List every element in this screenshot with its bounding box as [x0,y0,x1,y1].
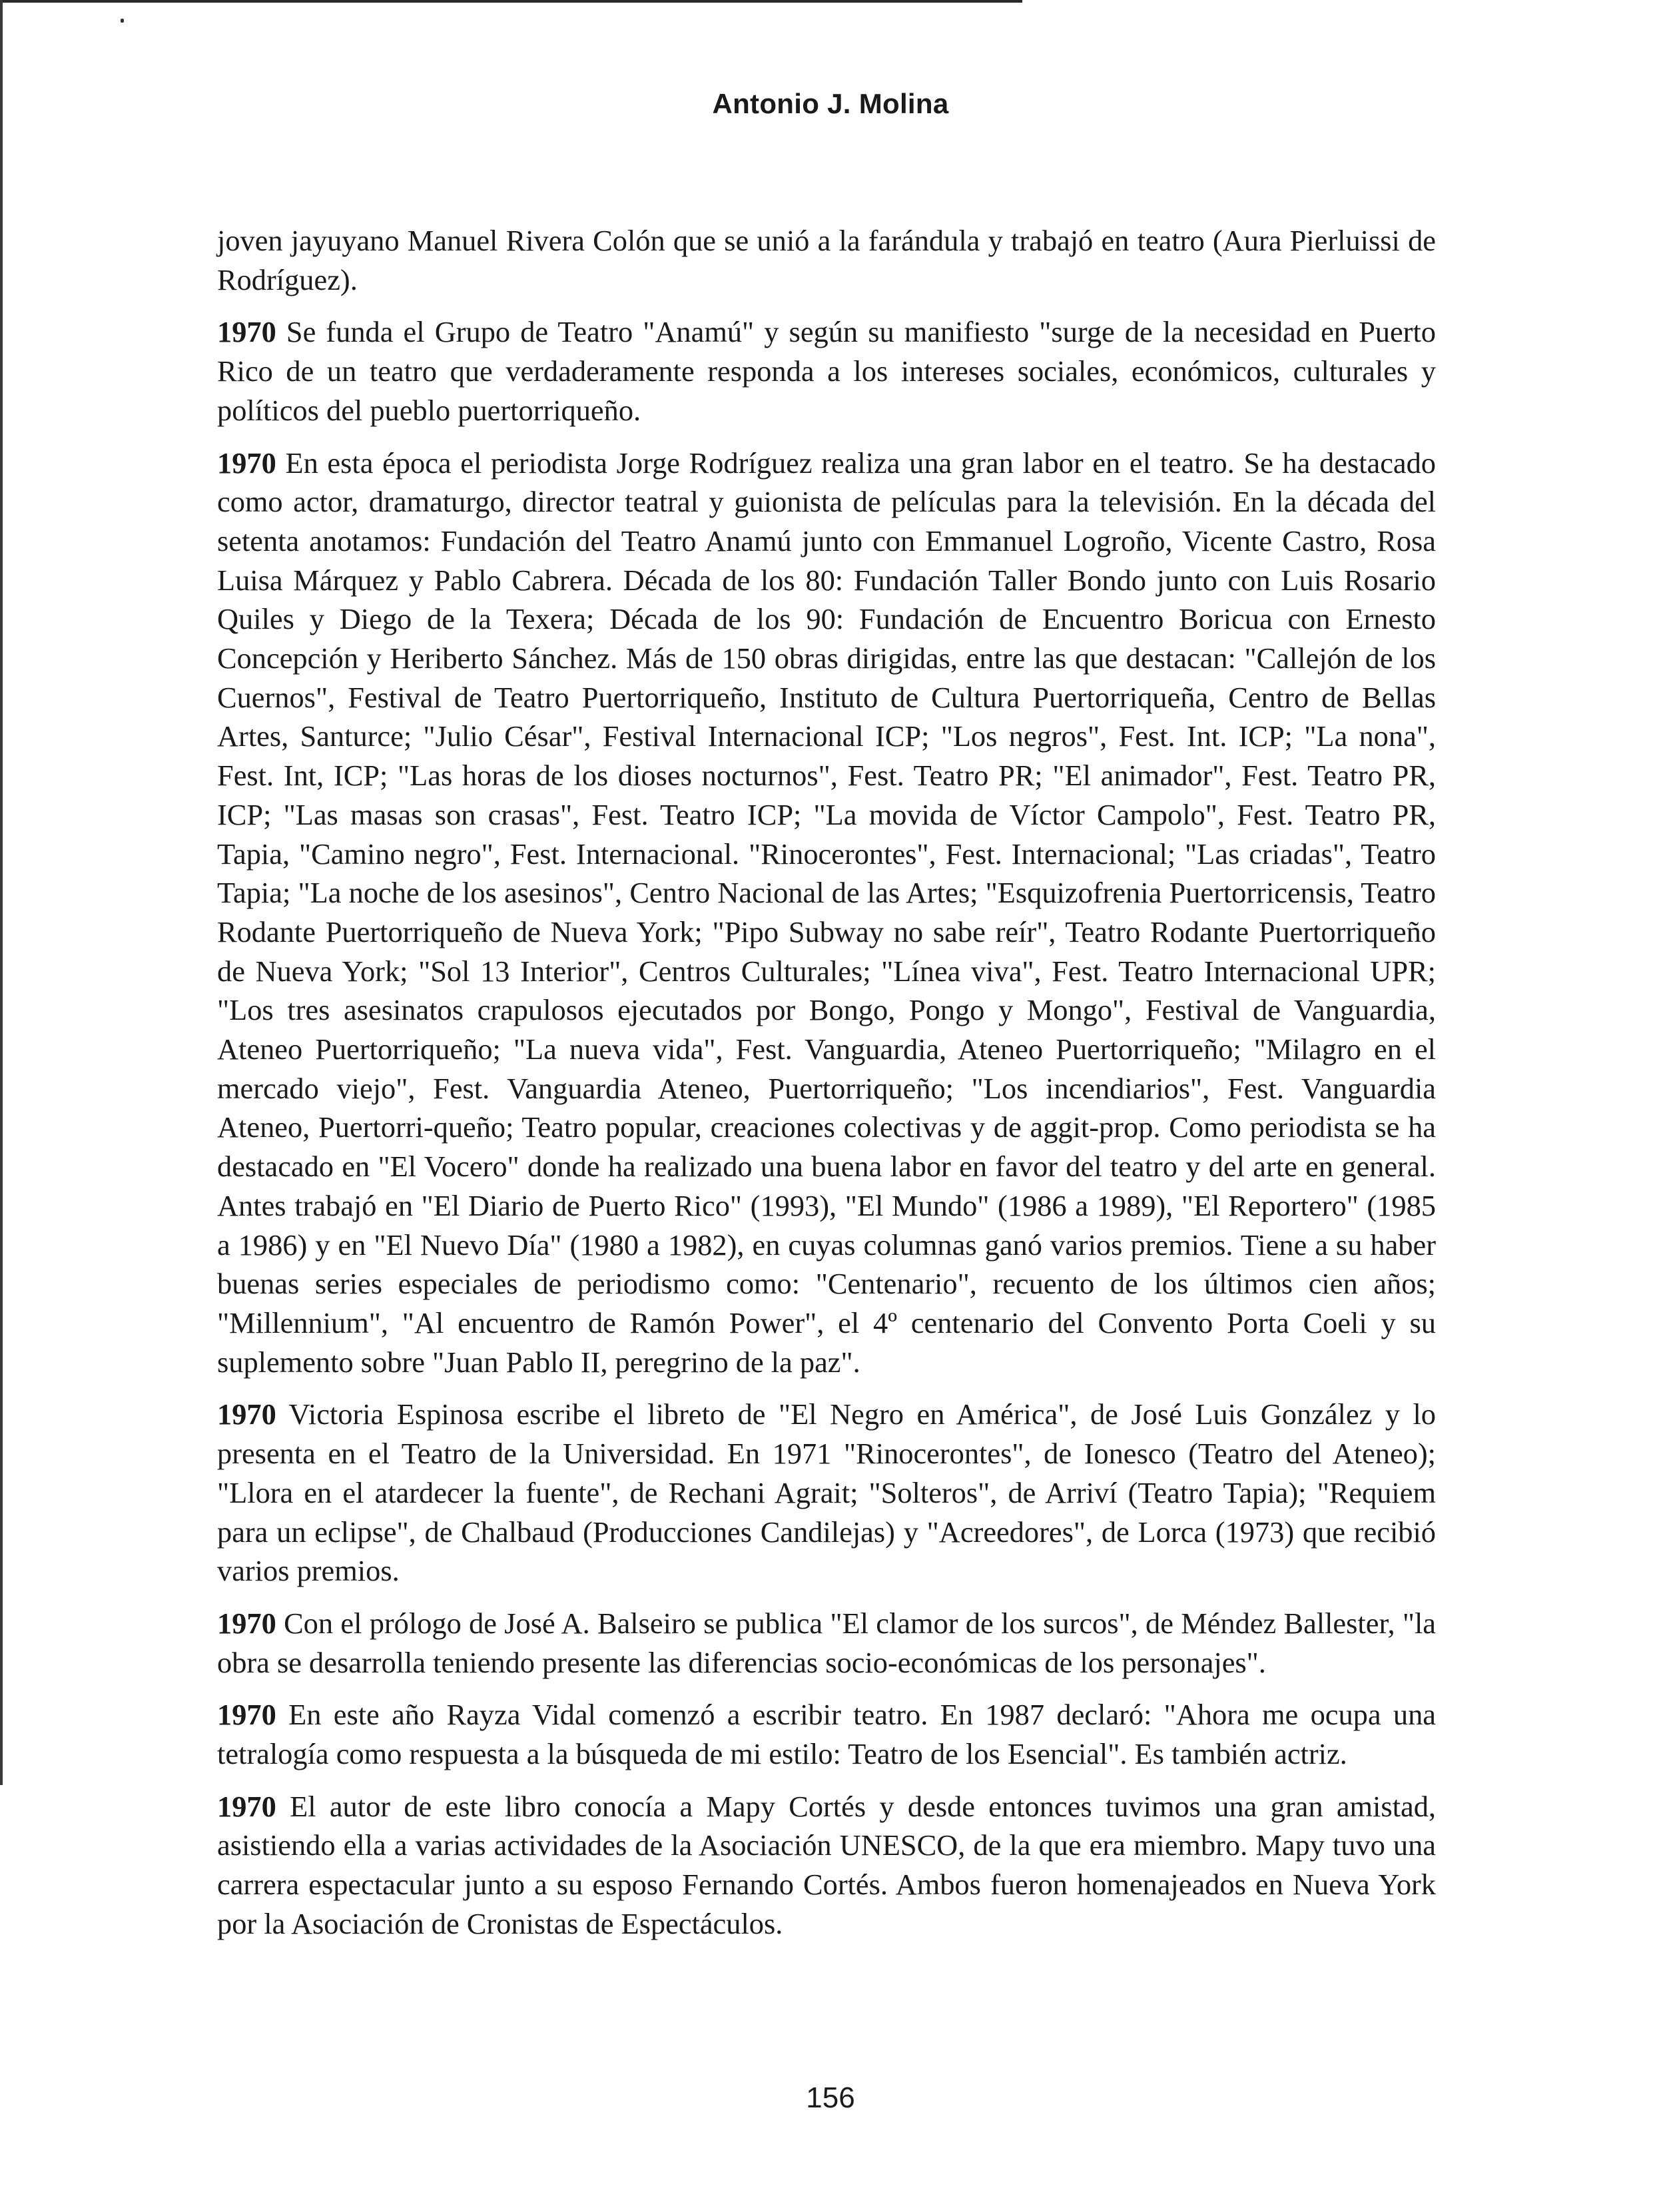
paragraph-text: Victoria Espinosa escribe el libreto de "El Negro en América", de José Luis González y lo presenta en el Teatro de la Universidad. En 1971 "Rinocerontes", de Ionesco (Teatro del Ateneo); "Llora en el atardecer la fuente", de Rechani Agrait; "Solteros", de Arriví (Teatro Tapia); "Requiem para un eclipse", de Chalbaud (Producciones Candilejas) y "Acreedores", de Lorca (1973) que recibió varios premios. [217,1397,1437,1588]
entry-year: 1970 [217,1606,276,1640]
paragraph-entry [217,312,1436,430]
paragraph-text: En esta época el periodista Jorge Rodríguez realiza una gran labor en el teatro. Se ha destacado como actor, dramaturgo, director teatral y guionista de películas para la televisión. En la década del setenta anotamos: Fundación del Teatro Anamú junto con Emmanuel Logroño, Vicente Castro, Rosa Luisa Márquez y Pablo Cabrera. Década de los 80: Fundación Taller Bondo junto con Luis Rosario Quiles y Diego de la Texera; Década de los 90: Fundación de Encuentro Boricua con Ernesto Concepción y Heriberto Sánchez. Más de 150 obras dirigidas, entre las que destacan: "Callejón de los Cuernos", Festival de Teatro Puertorriqueño, Instituto de Cultura Puertorriqueña, Centro de Bellas Artes, Santurce; "Julio César", Festival Internacional ICP; "Los negros", Fest. Int. ICP; "La nona", Fest. Int, ICP; "Las horas de los dioses nocturnos", Fest. Teatro PR; "El animador", Fest. Teatro PR, ICP; "Las masas son crasas", Fest. Teatro ICP; "La movida de Víctor Campolo", Fest. Teatro PR, Tapia, "Camino negro", Fest. Internacional. "Rinocerontes", Fest. Internacional; "Las criadas", Teatro Tapia; "La noche de los asesinos", Centro Nacional de las Artes; "Esquizofrenia Puertorricensis, Teatro Rodante Puertorriqueño de Nueva York; "Pipo Subway no sabe reír", Teatro Rodante Puertorriqueño de Nueva York; "Sol 13 Interior", Centros Culturales; "Línea viva", Fest. Teatro Internacional UPR; "Los tres asesinatos crapulosos ejecutados por Bongo, Pongo y Mongo", Festival de Vanguardia, Ateneo Puertorriqueño; "La nueva vida", Fest. Vanguardia, Ateneo Puertorriqueño; "Milagro en el mercado viejo", Fest. Vanguardia Ateneo, Puertorriqueño; "Los incendiarios", Fest. Vanguardia Ateneo, Puertorri-queño; Teatro popular, creaciones colectivas y de aggit-prop. Como periodista se ha destacado en "El Vocero" donde ha realizado una buena labor en favor del teatro y del arte en general. Antes trabajó en "El Diario de Puerto Rico" (1993), "El Mundo" (1986 a 1989), "El Reportero" (1985 a 1986) y en "El Nuevo Día" (1980 a 1982), en cuyas columnas ganó varios premios. Tiene a su haber buenas series especiales de periodismo como: "Centenario", recuento de los últimos cien años; "Millennium", "Al encuentro de Ramón Power", el 4º centenario del Convento Porta Coeli y su suplemento sobre "Juan Pablo II, peregrino de la paz". [217,446,1436,1379]
paragraph-text: En este año Rayza Vidal comenzó a escribir teatro. En 1987 declaró: "Ahora me ocupa una tetralogía como respuesta a la búsqueda de mi estilo: Teatro de los Esencial". Es también actriz. [217,1698,1436,1771]
paragraph-entry [217,1604,1436,1682]
paragraph-entry [217,1695,1436,1773]
scan-border-top [0,0,1022,3]
entry-year: 1970 [217,1789,276,1823]
paragraph-text: joven jayuyano Manuel Rivera Colón que se unió a la farándula y trabajó en teatro (Aura Pierluissi de Rodríguez). [217,224,1436,296]
entry-year: 1970 [217,315,276,349]
scan-speck [121,19,124,23]
paragraph-text: Se funda el Grupo de Teatro "Anamú" y según su manifiesto "surge de la necesidad en Puerto Rico de un teatro que verdaderamente responda a los intereses sociales, económicos, culturales y políticos del pueblo puertorriqueño. [217,315,1436,427]
scan-border-left [0,0,3,1785]
entry-year: 1970 [217,446,276,480]
page-body [217,221,1436,1957]
page-number: 156 [806,2081,855,2114]
paragraph-text: Con el prólogo de José A. Balseiro se publica "El clamor de los surcos", de Méndez Ballester, "la obra se desarrolla teniendo presente las diferencias socio-económicas de los personajes". [217,1606,1436,1679]
paragraph-continuation [217,221,1436,299]
paragraph-entry [217,1787,1436,1944]
paragraph-text: El autor de este libro conocía a Mapy Cortés y desde entonces tuvimos una gran amistad, asistiendo ella a varias actividades de la Asociación UNESCO, de la que era miembro. Mapy tuvo una carrera espectacular junto a su esposo Fernando Cortés. Ambos fueron homenajeados en Nueva York por la Asociación de Cronistas de Espectáculos. [217,1789,1436,1940]
entry-year: 1970 [217,1698,276,1732]
entry-year: 1970 [217,1397,276,1431]
paragraph-entry [217,1395,1436,1591]
running-head: Antonio J. Molina [712,88,949,119]
paragraph-entry [217,444,1436,1382]
